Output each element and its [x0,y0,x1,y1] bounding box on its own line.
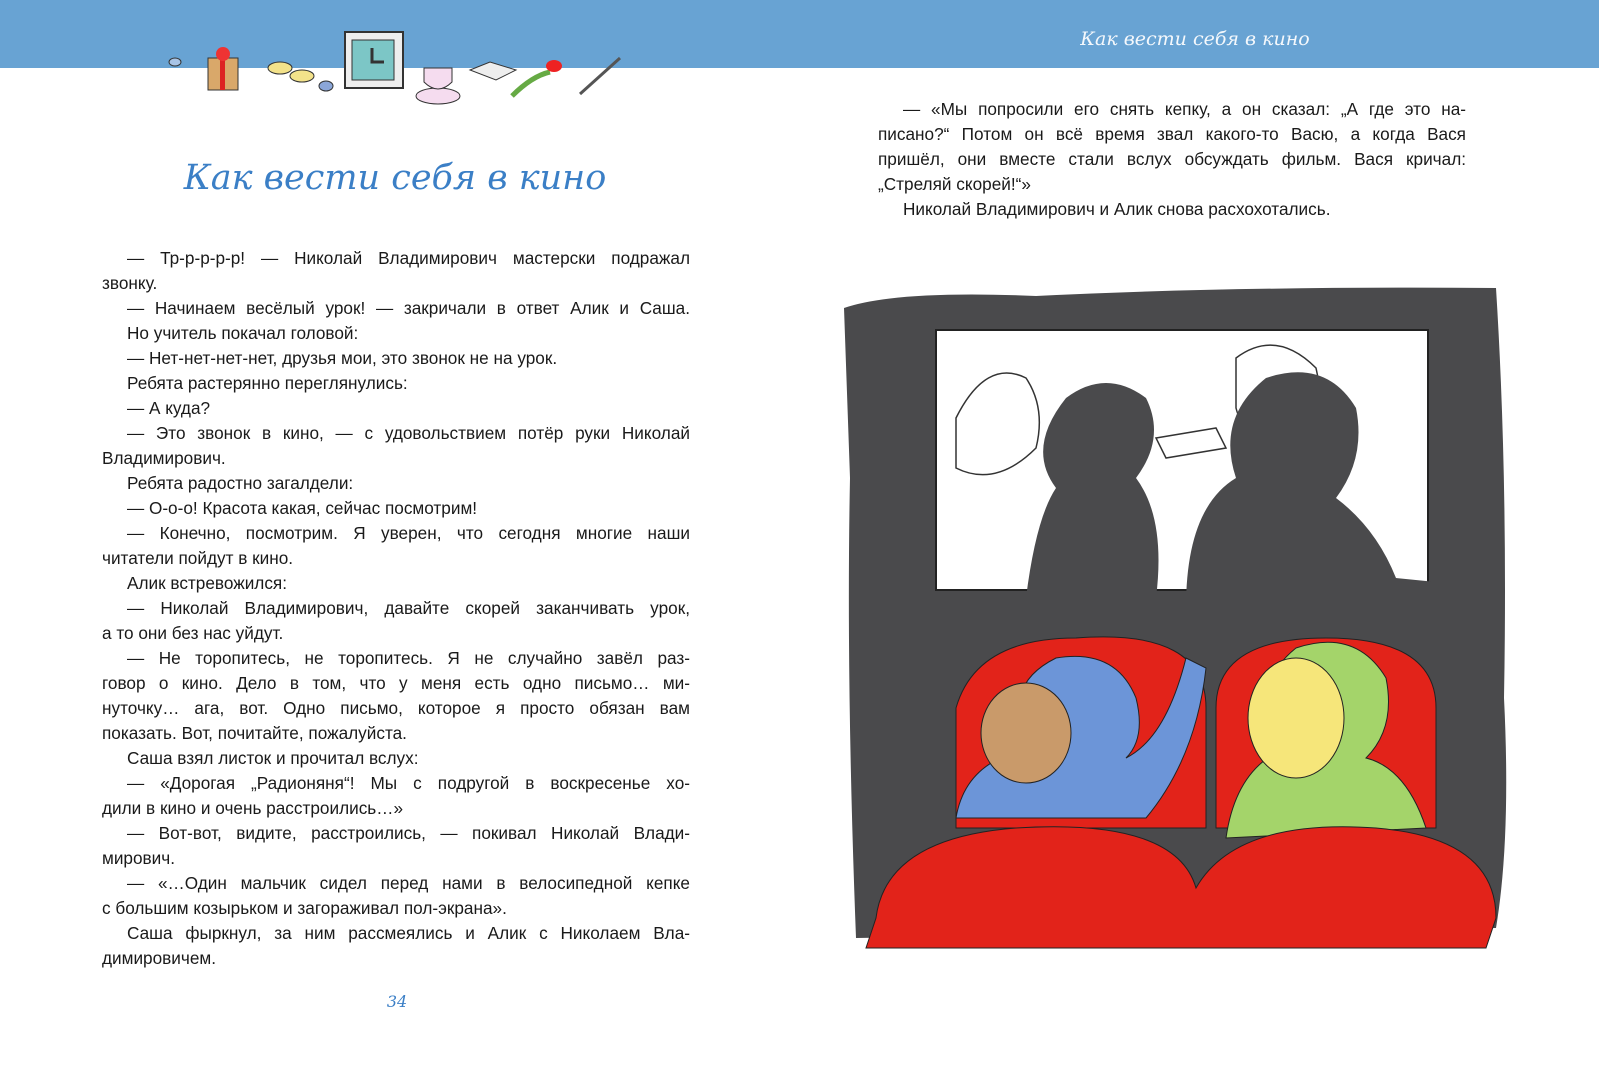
text-line: показать. Вот, почитайте, пожалуйста. [102,723,407,743]
text-line: Ребята радостно загалдели: [127,473,354,493]
text-line: Ребята растерянно переглянулись: [127,373,408,393]
text-line: нуточку… ага, вот. Одно письмо, которое я просто обязан вам [102,698,690,718]
text-line: звонку. [102,273,158,293]
right-page-text [878,97,1466,222]
tulip-icon [512,60,562,96]
girl-hair [1248,658,1344,778]
text-line: Николай Владимирович и Алик снова расхохотались. [903,199,1331,219]
text-line: — А куда? [127,398,211,418]
text-line: — Начинаем весёлый урок! — закричали в ответ Алик и Саша. [127,298,690,318]
teacup-icon [416,68,460,104]
clock-icon [345,32,403,88]
text-line: — Конечно, посмотрим. Я уверен, что сегодня многие наши [127,523,690,543]
text-line: — Тр-р-р-р-р! — Николай Владимирович мастерски подражал [127,248,690,268]
left-page-text [102,246,690,971]
text-line: — «Мы попросили его снять кепку, а он сказал: „А где это на- [903,99,1466,119]
text-line: — Николай Владимирович, давайте скорей заканчивать урок, [127,598,690,618]
text-line: с большим козырьком и загораживал пол-экрана». [102,898,507,918]
text-line: читатели пойдут в кино. [102,548,294,568]
text-line: — Это звонок в кино, — с удовольствием потёр руки Николай [127,423,690,443]
text-line: дили в кино и очень расстроились…» [102,798,403,818]
boy-hair [981,683,1071,783]
text-line: а то они без нас уйдут. [102,623,284,643]
text-line: — «…Один мальчик сидел перед нами в велосипедной кепке [127,873,690,893]
page-number: 34 [386,992,408,1011]
text-line: — «Дорогая „Радионяня“! Мы с подругой в воскресенье хо- [127,773,690,793]
text-line: — Нет-нет-нет-нет, друзья мои, это звонок не на урок. [127,348,558,368]
button-icon [169,58,181,66]
text-line: писано?“ Потом он всё время звал какого-то Васю, а когда Вася [878,124,1466,144]
cinema-illustration [836,278,1516,958]
button-icon [319,81,333,91]
text-line: — Не торопитесь, не торопитесь. Я не случайно завёл раз- [127,648,690,668]
text-line: Владимирович. [102,448,226,468]
text-line: „Стреляй скорей!“» [878,174,1031,194]
text-line: — О-о-о! Красота какая, сейчас посмотрим! [127,498,478,518]
decorative-objects-illustration [160,18,630,108]
text-line: мирович. [102,848,175,868]
fork-icon [580,58,620,94]
text-line: димировичем. [102,948,217,968]
running-title: Как вести себя в кино [1080,28,1310,50]
text-line: Саша фыркнул, за ним рассмеялись и Алик с Николаем Вла- [127,923,690,943]
text-line: говор о кино. Дело в том, что у меня есть одно письмо… ми- [102,673,690,693]
text-line: Саша взял листок и прочитал вслух: [127,748,419,768]
chapter-title: Как вести себя в кино [183,158,607,198]
text-line: — Вот-вот, видите, расстроились, — покивал Николай Влади- [127,823,690,843]
text-line: пришёл, они вместе стали вслух обсуждать фильм. Вася кричал: [878,149,1466,169]
text-line: Алик встревожился: [127,573,288,593]
candy-icon [268,62,314,82]
book-icon [470,62,516,80]
gift-icon [208,47,238,90]
text-line: Но учитель покачал головой: [127,323,359,343]
